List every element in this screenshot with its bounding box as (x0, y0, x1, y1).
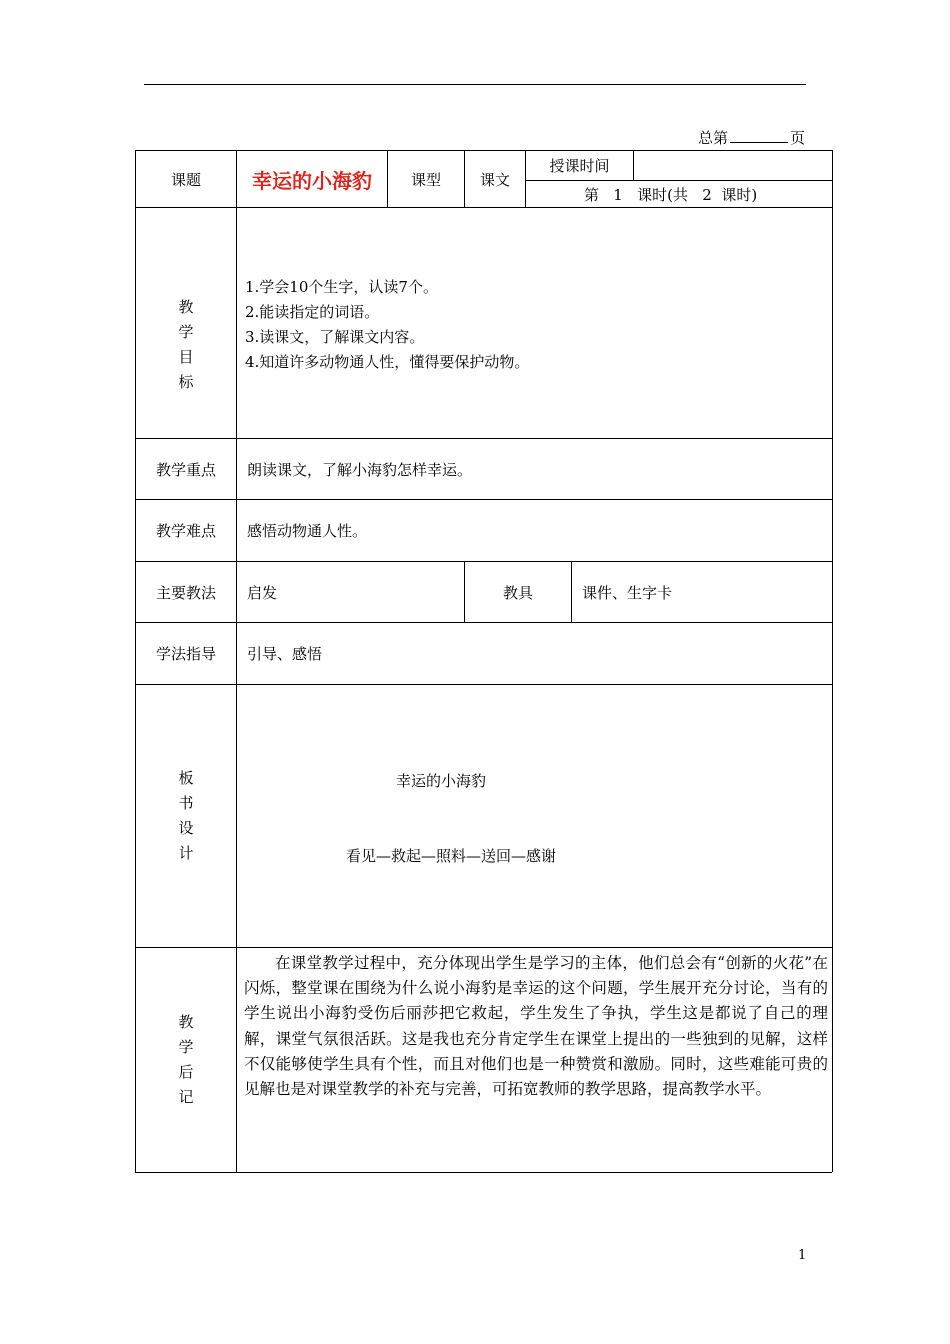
reflection-label-char: 后 (178, 1063, 194, 1081)
page-number: 1 (798, 1248, 807, 1263)
objective-item: 1.学会10个生字，认读7个。 (245, 278, 438, 296)
board-design-label (136, 685, 236, 947)
key-points-value: 朗读课文，了解小海豹怎样幸运。 (247, 460, 473, 479)
table-divider (525, 180, 832, 181)
objectives-label-char: 教 (178, 298, 194, 316)
lesson-type-value: 课文 (479, 170, 510, 189)
objectives-label (136, 208, 236, 438)
table-divider (135, 684, 832, 685)
objectives-list (245, 275, 529, 375)
class-time-label: 授课时间 (549, 157, 610, 175)
reflection-label (136, 948, 236, 1172)
teaching-tools-value: 课件、生字卡 (582, 583, 673, 602)
table-divider (135, 947, 832, 948)
board-title: 幸运的小海豹 (396, 772, 487, 790)
difficulties-label: 教学难点 (155, 522, 216, 540)
total-page-prefix: 总第 (698, 129, 729, 147)
class-time-value (634, 151, 832, 180)
difficulties-value: 感悟动物通人性。 (247, 522, 368, 540)
teaching-method-value: 启发 (247, 583, 278, 602)
board-label-char: 书 (178, 794, 194, 812)
topic-label: 课题 (170, 170, 201, 189)
objectives-label-char: 学 (178, 323, 194, 341)
objectives-label-char: 标 (178, 373, 194, 391)
key-points-label: 教学重点 (155, 460, 216, 479)
total-page-suffix: 页 (790, 129, 806, 147)
reflection-label-char: 教 (178, 1013, 194, 1031)
teaching-method-label: 主要教法 (155, 583, 216, 602)
table-border-bottom (135, 1172, 832, 1173)
objective-item: 4.知道许多动物通人性，懂得要保护动物。 (245, 353, 530, 371)
lesson-type-label: 课型 (410, 170, 441, 189)
study-guide-value: 引导、感悟 (247, 645, 323, 663)
reflection-text: 在课堂教学过程中，充分体现出学生是学习的主体，他们总会有“创新的火花”在闪烁，整堂课在围绕为什么说小海豹是幸运的这个问题，学生展开充分讨论，当有的学生说出小海豹受伤后丽莎把它救起，学生发生了争执，学生这是都说了自己的理解，课堂气氛很活跃。这是我也充分肯定学生在课堂上提出的一些独到的见解，这样不仅能够使学生具有个性，而且对他们也是一种赞赏和激励。同时，这些难能可贵的见解也是对课堂教学的补充与完善，可拓宽教师的教学思路，提高教学水平。 (244, 954, 828, 1099)
reflection-label-char: 学 (178, 1038, 194, 1056)
reflection-label-char: 记 (178, 1088, 194, 1106)
board-label-char: 板 (178, 769, 194, 787)
board-label-char: 计 (178, 844, 194, 862)
table-border-right (832, 150, 833, 1172)
objective-item: 2.能读指定的词语。 (245, 303, 380, 321)
teaching-tools-label: 教具 (502, 583, 533, 602)
board-label-char: 设 (178, 819, 194, 837)
objective-item: 3.读课文，了解课文内容。 (245, 328, 425, 346)
objectives-label-char: 目 (178, 348, 194, 366)
board-flow: 看见—救起—照料—送回—感谢 (346, 847, 557, 865)
topic-title: 幸运的小海豹 (252, 168, 372, 193)
table-divider (135, 207, 832, 208)
period-info: 第 1 课时(共 2 课时) (584, 186, 758, 204)
study-guide-label: 学法指导 (155, 645, 216, 663)
